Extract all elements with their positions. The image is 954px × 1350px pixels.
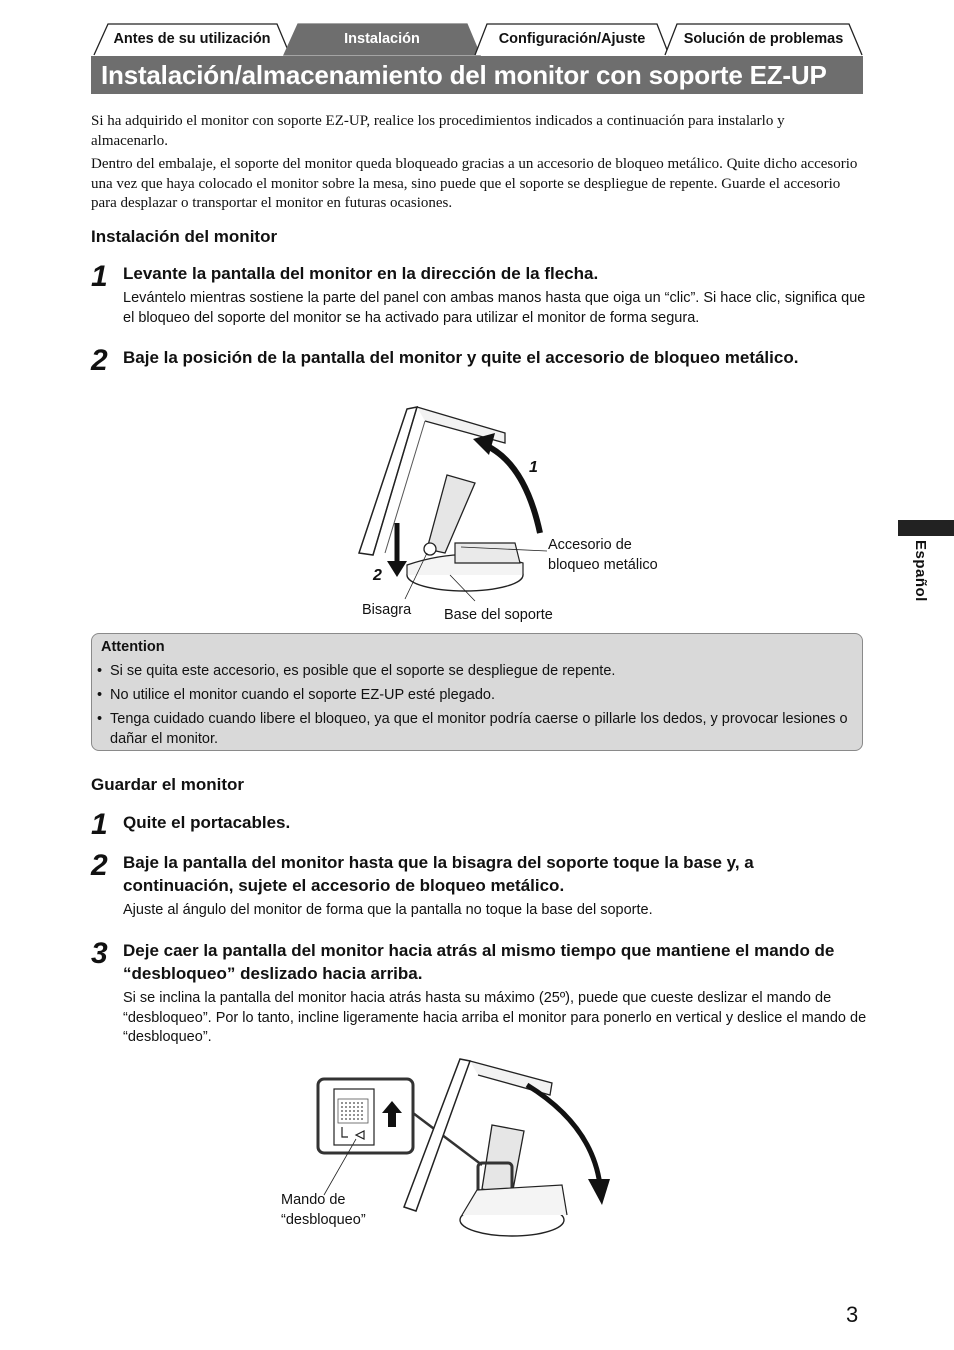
step-body: Levántelo mientras sostiene la parte del panel con ambas manos hasta que oiga un “clic”. Si hace clic, significa que el bloqueo del soporte del monitor se ha activado para utilizar el monitor de forma segura. [123,290,866,326]
attention-item: • Tenga cuidado cuando libere el bloqueo, ya que el monitor podría caerse o pillarle los dedos, y provocar lesiones o dañar el monitor. [97,711,848,747]
tab-antes-de-su-utilizacion[interactable] [93,22,291,54]
tab-label: Instalación [344,31,420,47]
section-heading-store: Guardar el monitor [91,775,245,794]
step-number: 2 [91,344,108,377]
page-title: Instalación/almacenamiento del monitor con soporte EZ-UP [91,56,863,94]
tab-configuracion-ajuste[interactable] [474,22,670,54]
attention-box [91,633,863,751]
step-body: Ajuste al ángulo del monitor de forma que la pantalla no toque la base del soporte. [123,902,653,918]
step-number: 2 [91,849,108,882]
label-hinge: Bisagra [362,602,412,618]
step-body: Si se inclina la pantalla del monitor hacia atrás hasta su máximo (25º), puede que cueste deslizar el mando de “desbloqueo”. Por lo tanto, incline ligeramente hacia arriba el monitor para ponerlo en vertical y deslice el mando de “desbloqueo”. [123,990,867,1045]
language-label: Español [912,540,929,602]
attention-item: • Si se quita este accesorio, es posible que el soporte se despliegue de repente. [97,663,616,679]
step-title: Quite el portacables. [123,813,291,832]
label-unlock-lever: Mando de “desbloqueo” [281,1192,366,1228]
tab-instalacion[interactable] [283,22,481,54]
tab-label: Solución de problemas [683,31,844,47]
label-base: Base del soporte [444,607,553,623]
page-number: 3 [846,1302,859,1327]
language-tab-marker [898,520,954,536]
tab-solucion-de-problemas[interactable] [664,22,863,54]
intro-paragraph-1: Si ha adquirido el monitor con soporte EZ-UP, realice los procedimientos indicados a continuación para instalarlo y almacenarlo. [91,113,785,149]
step-title: Deje caer la pantalla del monitor hacia atrás al mismo tiempo que mantiene el mando de “desbloqueo” deslizado hacia arriba. [123,941,835,983]
figure-callout-2: 2 [373,567,382,584]
figure-callout-1: 1 [529,459,538,476]
tab-label: Configuración/Ajuste [498,31,646,47]
label-accessory: Accesorio de bloqueo metálico [548,537,658,573]
attention-item: • No utilice el monitor cuando el soporte EZ-UP esté plegado. [97,687,496,703]
step-number: 1 [91,808,108,841]
step-title: Levante la pantalla del monitor en la dirección de la flecha. [123,264,599,283]
step-title: Baje la posición de la pantalla del monitor y quite el accesorio de bloqueo metálico. [123,348,799,367]
step-number: 1 [91,260,108,293]
section-heading-install: Instalación del monitor [91,227,278,246]
intro-paragraph-2: Dentro del embalaje, el soporte del monitor queda bloqueado gracias a un accesorio de bloqueo metálico. Quite dicho accesorio una vez que haya colocado el monitor sobre la mesa, sino puede que el soporte se despliegue de repente. Guarde el accesorio para desplazar o transportar el monitor en futuras ocasiones. [91,156,858,211]
attention-title: Attention [101,639,165,655]
monitor-lift-illustration [355,403,555,603]
tab-label: Antes de su utilización [113,31,271,47]
step-title: Baje la pantalla del monitor hasta que la bisagra del soporte toque la base y, a continuación, sujete el accesorio de bloqueo metálico. [123,853,754,895]
step-number: 3 [91,937,108,970]
